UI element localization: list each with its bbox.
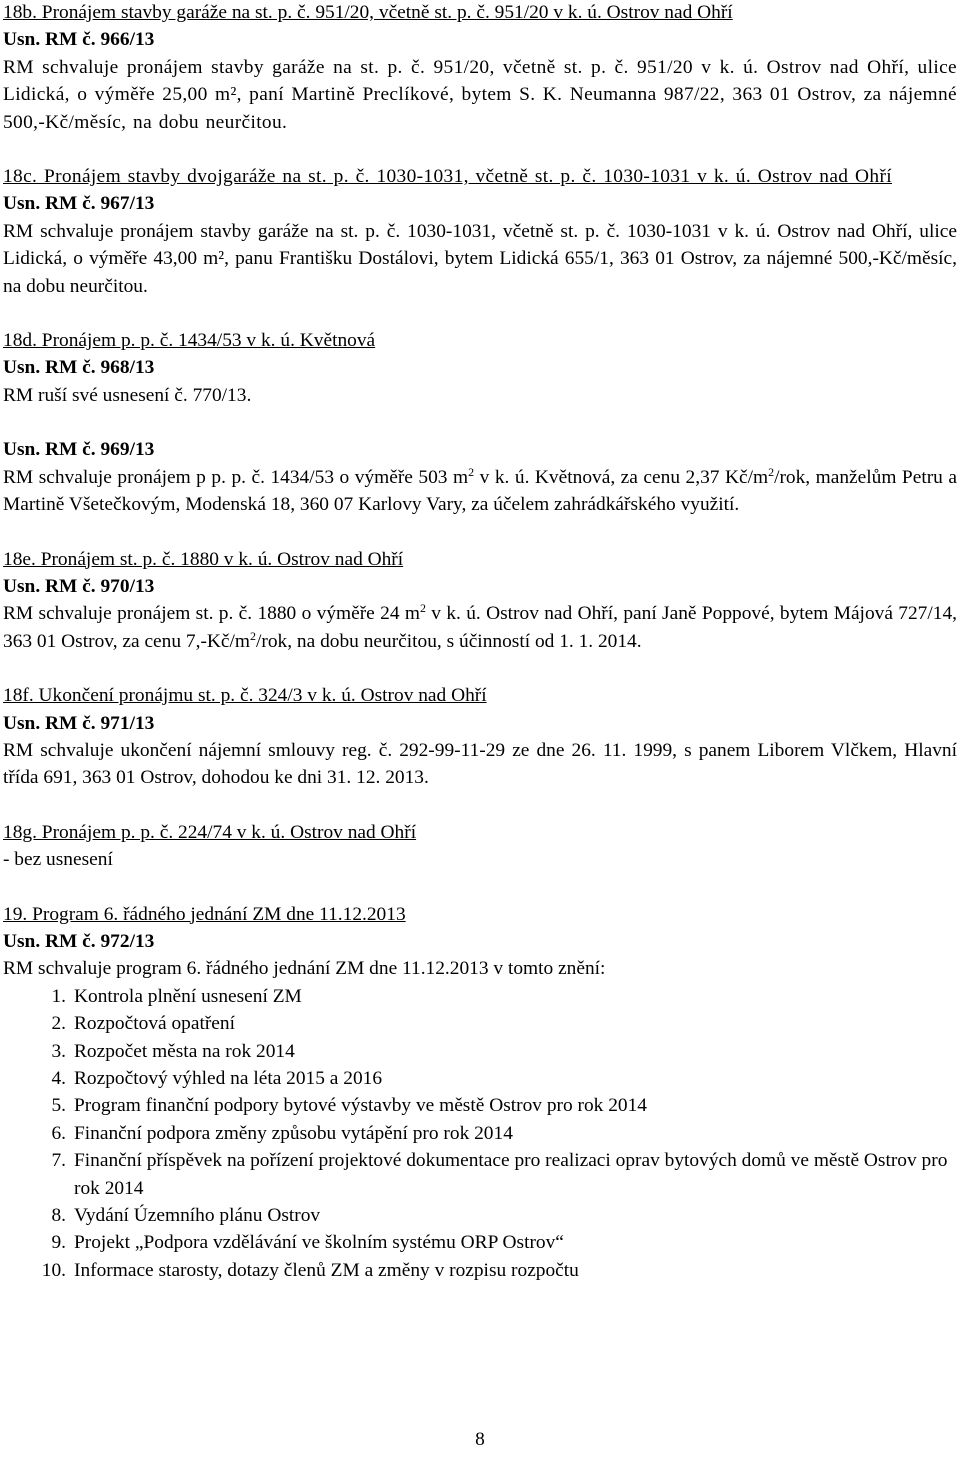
resolution-number: Usn. RM č. 966/13 (3, 29, 155, 51)
resolution-text: RM schvaluje program 6. řádného jednání ZM dne 11.12.2013 v tomto znění: (3, 958, 606, 980)
resolution-number: Usn. RM č. 969/13 (3, 439, 155, 461)
section-18d (3, 327, 957, 518)
section-18c (3, 163, 957, 300)
resolution-text: RM schvaluje ukončení nájemní smlouvy reg. č. 292-99-11-29 ze dne 26. 11. 1999, s panem Liborem Vlčkem, Hlavní třída 691, 363 01 Ostrov, dohodou ke dni 31. 12. 2013. (3, 739, 957, 789)
resolution-number: Usn. RM č. 968/13 (3, 357, 155, 379)
list-item (3, 1092, 957, 1119)
list-item-number: 8. (51, 1205, 66, 1227)
list-item-text: Finanční příspěvek na pořízení projektové dokumentace pro realizaci oprav bytových domů ve městě Ostrov pro rok 2014 (74, 1150, 948, 1199)
list-item-text: Informace starosty, dotazy členů ZM a změny v rozpisu rozpočtu (74, 1259, 579, 1281)
list-item-number: 10. (41, 1259, 66, 1281)
list-item-text: Rozpočtová opatření (74, 1013, 235, 1035)
section-heading: 18c. Pronájem stavby dvojgaráže na st. p. č. 1030-1031, včetně st. p. č. 1030-1031 v k. ú. Ostrov nad Ohří (3, 166, 892, 188)
list-item-text: Rozpočtový výhled na léta 2015 a 2016 (74, 1068, 383, 1089)
section-18b (3, 0, 957, 136)
list-item (3, 983, 957, 1010)
section-18g (3, 819, 957, 874)
page-content (3, 0, 957, 1284)
resolution-number: Usn. RM č. 967/13 (3, 193, 155, 215)
resolution-text: RM ruší své usnesení č. 770/13. (3, 384, 252, 406)
list-item-number: 2. (51, 1013, 66, 1035)
list-item-number: 3. (51, 1040, 66, 1062)
section-heading: 18g. Pronájem p. p. č. 224/74 v k. ú. Ostrov nad Ohří (3, 821, 417, 843)
resolution-text: RM schvaluje pronájem stavby garáže na st. p. č. 1030-1031, včetně st. p. č. 1030-1031 v k. ú. Ostrov nad Ohří, ulice Lidická, o výměře 43,00 m², panu Františku Dostálovi, bytem Lidická 655/1, 363 01 Ostrov, za nájemné 500,-Kč/měsíc, na dobu neurčitou. (3, 220, 957, 297)
program-list (3, 983, 957, 1284)
section-18e (3, 546, 957, 656)
list-item (3, 1257, 957, 1284)
list-item-text: Vydání Územního plánu Ostrov (74, 1205, 321, 1227)
list-item (3, 1202, 957, 1229)
section-heading: 18d. Pronájem p. p. č. 1434/53 v k. ú. Květnová (3, 330, 376, 352)
list-item-text: Finanční podpora změny způsobu vytápění pro rok 2014 (74, 1122, 513, 1144)
section-19 (3, 901, 957, 1285)
resolution-text: - bez usnesení (3, 849, 113, 871)
list-item (3, 1038, 957, 1065)
list-item (3, 1010, 957, 1037)
resolution-number: Usn. RM č. 970/13 (3, 575, 155, 597)
list-item-text: Rozpočet města na rok 2014 (74, 1040, 295, 1062)
section-heading: 18b. Pronájem stavby garáže na st. p. č. 951/20, včetně st. p. č. 951/20 v k. ú. Ostrov nad Ohří (3, 2, 733, 23)
section-heading: 18f. Ukončení pronájmu st. p. č. 324/3 v k. ú. Ostrov nad Ohří (3, 685, 487, 707)
resolution-text: RM schvaluje pronájem st. p. č. 1880 o výměře 24 $m^2$ v k. ú. Ostrov nad Ohří, paní Janě Poppové, bytem Májová 727/14, 363 01 Ostrov, za cenu $7,-Kč/m^2$/rok, na dobu neurčitou, s účinností od 1. 1. 2014. (3, 601, 958, 652)
list-item-number: 5. (51, 1095, 66, 1117)
page-number: 8 (475, 1429, 485, 1450)
list-item-number: 9. (51, 1232, 66, 1254)
list-item-text: Kontrola plnění usnesení ZM (74, 985, 302, 1007)
resolution-number: Usn. RM č. 971/13 (3, 712, 155, 734)
section-18f (3, 682, 957, 792)
resolution-text: RM schvaluje pronájem p p. p. č. 1434/53 o výměře 503 $m^2$ v k. ú. Květnová, za cenu 2,37 $Kč/m^2$/rok, manželům Petru a Martině Všetečkovým, Modenská 18, 360 07 Karlovy Vary, za účelem zahrádkářského využití. (3, 464, 957, 516)
list-item-number: 4. (51, 1068, 66, 1089)
list-item-number: 1. (51, 985, 66, 1007)
list-item-text: Program finanční podpory bytové výstavby ve městě Ostrov pro rok 2014 (74, 1095, 647, 1117)
list-item (3, 1147, 957, 1202)
resolution-number: Usn. RM č. 972/13 (3, 930, 155, 952)
list-item-number: 6. (51, 1122, 66, 1144)
resolution-text: RM schvaluje pronájem stavby garáže na st. p. č. 951/20, včetně st. p. č. 951/20 v k. ú. Ostrov nad Ohří, ulice Lidická, o výměře 25,00 m², paní Martině Preclíkové, bytem S. K. Neumanna 987/22, 363 01 Ostrov, za nájemné 500,-Kč/měsíc, na dobu neurčitou. (3, 56, 957, 133)
list-item (3, 1065, 957, 1092)
section-heading: 18e. Pronájem st. p. č. 1880 v k. ú. Ostrov nad Ohří (3, 548, 404, 570)
section-heading: 19. Program 6. řádného jednání ZM dne 11.12.2013 (3, 903, 406, 925)
list-item (3, 1229, 957, 1256)
list-item-number: 7. (51, 1150, 66, 1172)
list-item (3, 1120, 957, 1147)
list-item-text: Projekt „Podpora vzdělávání ve školním systému ORP Ostrov“ (74, 1232, 564, 1254)
